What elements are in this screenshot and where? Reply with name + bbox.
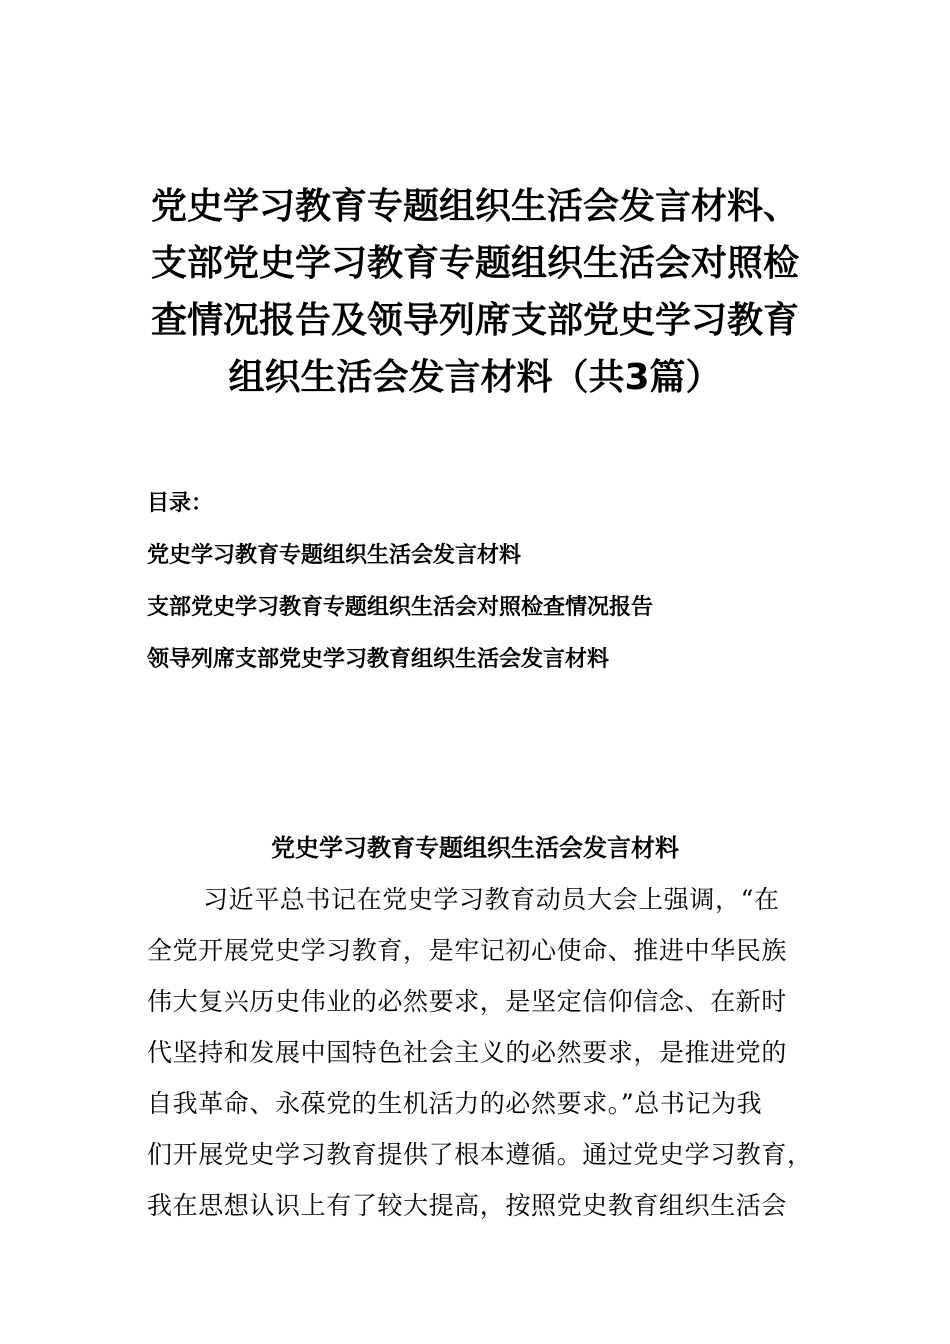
table-of-contents [147,478,827,686]
document-title [120,178,830,406]
body-line-1: 习近平总书记在党史学习教育动员大会上强调，“在 [203,885,780,914]
body-line-6: 们开展党史学习教育提供了根本遵循。通过党史学习教育， [147,1140,813,1169]
title-line-4: 组织生活会发言材料（共3篇） [228,357,722,398]
body-line-4: 代坚持和发展中国特色社会主义的必然要求，是推进党的 [147,1038,788,1067]
toc-item-3: 领导列席支部党史学习教育组织生活会发言材料 [147,647,610,672]
toc-item-2: 支部党史学习教育专题组织生活会对照检查情况报告 [147,595,654,620]
toc-heading: 目录： [147,491,214,516]
section-title: 党史学习教育专题组织生活会发言材料 [271,834,679,862]
title-line-1: 党史学习教育专题组织生活会发言材料、 [150,186,799,227]
body-line-5: 自我革命、永葆党的生机活力的必然要求。”总书记为我 [147,1089,763,1118]
title-line-3: 查情况报告及领导列席支部党史学习教育 [150,300,799,341]
body-paragraph [147,874,813,1231]
title-line-2: 支部党史学习教育专题组织生活会对照检 [150,243,799,284]
toc-item-1: 党史学习教育专题组织生活会发言材料 [147,543,522,568]
body-line-2: 全党开展党史学习教育，是牢记初心使命、推进中华民族 [147,936,788,965]
body-line-7: 我在思想认识上有了较大提高，按照党史教育组织生活会 [147,1191,788,1220]
body-line-3: 伟大复兴历史伟业的必然要求，是坚定信仰信念、在新时 [147,987,788,1016]
